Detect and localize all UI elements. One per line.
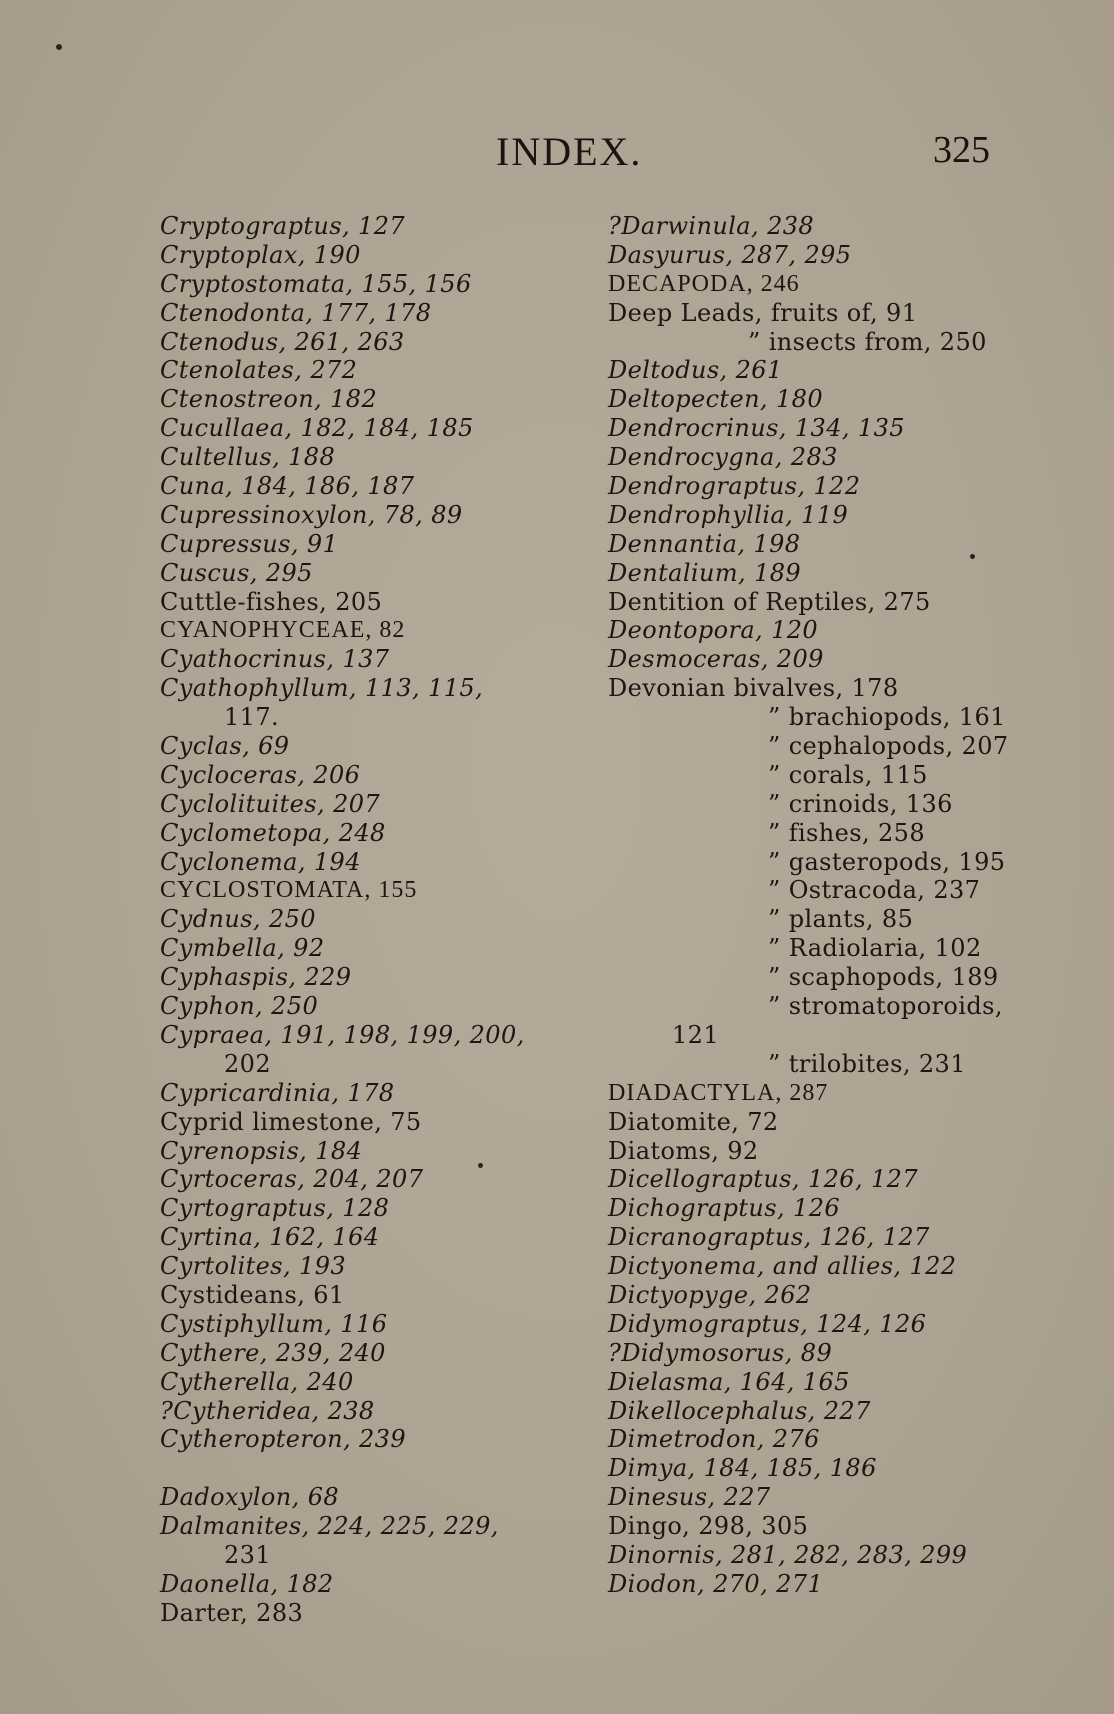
index-right-entry: Dasyurus, 287, 295 bbox=[608, 240, 852, 269]
index-right-entry: Didymograptus, 124, 126 bbox=[608, 1309, 927, 1338]
index-right-entry: Diatoms, 92 bbox=[608, 1136, 759, 1165]
index-left-entry: Cyrenopsis, 184 bbox=[160, 1136, 363, 1165]
index-left-entry: Cytheropteron, 239 bbox=[160, 1425, 407, 1454]
index-left-entry: Darter, 283 bbox=[160, 1598, 304, 1627]
paper-speck bbox=[478, 1163, 483, 1168]
index-right-entry: ” Radiolaria, 102 bbox=[768, 934, 982, 963]
index-right-entry: DIADACTYLA, 287 bbox=[608, 1079, 829, 1106]
index-right-entry: ” fishes, 258 bbox=[768, 818, 926, 847]
index-left-entry: Daonella, 182 bbox=[160, 1569, 334, 1598]
index-left-entry: Cyrtograptus, 128 bbox=[160, 1194, 390, 1223]
index-right-entry: ” cephalopods, 207 bbox=[768, 732, 1009, 761]
index-left-entry: Cydnus, 250 bbox=[160, 905, 316, 934]
index-column-left bbox=[160, 212, 580, 1628]
index-right-entry: ” Ostracoda, 237 bbox=[768, 876, 981, 905]
index-right-entry: ” corals, 115 bbox=[768, 760, 928, 789]
index-left-entry: Cupressus, 91 bbox=[160, 529, 339, 558]
index-right-entry: Dinesus, 227 bbox=[608, 1483, 771, 1512]
index-right-entry: Diatomite, 72 bbox=[608, 1107, 779, 1136]
index-left-entry: Cypraea, 191, 198, 199, 200, bbox=[160, 1020, 525, 1049]
index-left-entry: Cystiphyllum, 116 bbox=[160, 1309, 388, 1338]
index-column-right bbox=[608, 212, 1008, 1599]
index-left-entry: Cryptostomata, 155, 156 bbox=[160, 269, 472, 298]
index-left-entry: 202 bbox=[224, 1049, 272, 1078]
index-left-entry: CYANOPHYCEAE, 82 bbox=[160, 617, 406, 644]
index-right-entry: Dimetrodon, 276 bbox=[608, 1425, 820, 1454]
index-left-entry: Cuscus, 295 bbox=[160, 558, 313, 587]
index-right-entry: ” insects from, 250 bbox=[748, 327, 987, 356]
index-right-entry: ?Didymosorus, 89 bbox=[608, 1338, 833, 1367]
index-right-entry: Dentition of Reptiles, 275 bbox=[608, 587, 931, 616]
index-left-entry: Cupressinoxylon, 78, 89 bbox=[160, 500, 463, 529]
index-right-entry: Dendrocrinus, 134, 135 bbox=[608, 414, 905, 443]
index-left-entry: Cyathocrinus, 137 bbox=[160, 645, 390, 674]
index-left-entry: Cyrtolites, 193 bbox=[160, 1252, 347, 1281]
index-right-entry: Deep Leads, fruits of, 91 bbox=[608, 298, 918, 327]
page-title: INDEX. bbox=[496, 129, 643, 174]
index-right-entry: Dimya, 184, 185, 186 bbox=[608, 1454, 877, 1483]
index-right-entry: Dictyonema, and allies, 122 bbox=[608, 1252, 957, 1281]
index-left-entry: Dalmanites, 224, 225, 229, bbox=[160, 1512, 499, 1541]
index-left-entry: Cuna, 184, 186, 187 bbox=[160, 472, 415, 501]
index-left-entry: Dadoxylon, 68 bbox=[160, 1483, 340, 1512]
index-left-entry: Cycloceras, 206 bbox=[160, 760, 361, 789]
index-right-entry: Dicellograptus, 126, 127 bbox=[608, 1165, 919, 1194]
paper-speck bbox=[970, 554, 975, 559]
index-right-entry: Dinornis, 281, 282, 283, 299 bbox=[608, 1540, 968, 1569]
index-left-entry: Cuttle-fishes, 205 bbox=[160, 587, 383, 616]
index-right-entry: Deontopora, 120 bbox=[608, 616, 819, 645]
index-right-entry: Dielasma, 164, 165 bbox=[608, 1367, 850, 1396]
index-left-entry: 117. bbox=[224, 703, 280, 732]
index-left-entry: Cyphaspis, 229 bbox=[160, 963, 352, 992]
index-left-entry: Cyclas, 69 bbox=[160, 732, 290, 761]
index-left-entry: Ctenodus, 261, 263 bbox=[160, 327, 405, 356]
index-right-entry: Dingo, 298, 305 bbox=[608, 1512, 809, 1541]
index-right-entry: ” gasteropods, 195 bbox=[768, 847, 1006, 876]
index-left-entry: Cyathophyllum, 113, 115, bbox=[160, 674, 484, 703]
index-left-entry: Cymbella, 92 bbox=[160, 934, 325, 963]
index-right-entry: ?Darwinula, 238 bbox=[608, 212, 815, 240]
index-left-entry: Cucullaea, 182, 184, 185 bbox=[160, 414, 474, 443]
index-right-entry: ” trilobites, 231 bbox=[768, 1049, 966, 1078]
index-left-entry: Cultellus, 188 bbox=[160, 443, 336, 472]
index-left-entry: Ctenostreon, 182 bbox=[160, 385, 378, 414]
index-left-entry: Cypricardinia, 178 bbox=[160, 1078, 395, 1107]
page-header bbox=[0, 128, 1114, 188]
index-left-entry: Cythere, 239, 240 bbox=[160, 1338, 386, 1367]
index-right-entry: 121 bbox=[672, 1020, 720, 1049]
index-left-entry: Cyclometopa, 248 bbox=[160, 818, 386, 847]
index-right-entry: Dicranograptus, 126, 127 bbox=[608, 1223, 930, 1252]
index-right-entry: Diodon, 270, 271 bbox=[608, 1569, 824, 1598]
index-left-entry: Cytherella, 240 bbox=[160, 1367, 354, 1396]
index-left-entry: Cryptograptus, 127 bbox=[160, 212, 406, 240]
paper-speck bbox=[56, 44, 62, 50]
index-left-entry: Cyphon, 250 bbox=[160, 992, 319, 1021]
index-left-entry: Cyrtoceras, 204, 207 bbox=[160, 1165, 424, 1194]
index-left-entry: Cyclonema, 194 bbox=[160, 847, 361, 876]
index-right-entry: Desmoceras, 209 bbox=[608, 645, 824, 674]
index-left-entry: Cyrtina, 162, 164 bbox=[160, 1223, 380, 1252]
index-right-entry: DECAPODA, 246 bbox=[608, 270, 800, 297]
index-right-entry: Deltodus, 261 bbox=[608, 356, 783, 385]
index-left-entry: CYCLOSTOMATA, 155 bbox=[160, 877, 418, 904]
index-left-entry: Cystideans, 61 bbox=[160, 1280, 345, 1309]
index-right-entry: Dentalium, 189 bbox=[608, 558, 802, 587]
index-right-entry: ” brachiopods, 161 bbox=[768, 703, 1006, 732]
index-right-entry: Dichograptus, 126 bbox=[608, 1194, 841, 1223]
index-right-entry: Dendrograptus, 122 bbox=[608, 472, 861, 501]
index-right-entry: Dendrocygna, 283 bbox=[608, 443, 838, 472]
index-right-entry: Dennantia, 198 bbox=[608, 529, 801, 558]
index-right-entry: Deltopecten, 180 bbox=[608, 385, 823, 414]
index-left-entry: Ctenolates, 272 bbox=[160, 356, 358, 385]
index-left-entry: Cryptoplax, 190 bbox=[160, 240, 361, 269]
index-left-entry: ?Cytheridea, 238 bbox=[160, 1396, 375, 1425]
index-right-entry: ” scaphopods, 189 bbox=[768, 963, 999, 992]
index-right-entry: Devonian bivalves, 178 bbox=[608, 674, 899, 703]
index-right-entry: Dictyopyge, 262 bbox=[608, 1280, 812, 1309]
index-right-entry: ” stromatoporoids, bbox=[768, 992, 1003, 1021]
page-number: 325 bbox=[933, 129, 990, 171]
index-right-entry: ” crinoids, 136 bbox=[768, 789, 953, 818]
index-left-entry: Cyprid limestone, 75 bbox=[160, 1107, 422, 1136]
index-right-entry: Dikellocephalus, 227 bbox=[608, 1396, 871, 1425]
index-left-entry: Ctenodonta, 177, 178 bbox=[160, 298, 432, 327]
index-right-entry: Dendrophyllia, 119 bbox=[608, 500, 849, 529]
index-left-entry: Cyclolituites, 207 bbox=[160, 789, 381, 818]
index-left-entry: 231 bbox=[224, 1540, 272, 1569]
index-right-entry: ” plants, 85 bbox=[768, 905, 914, 934]
